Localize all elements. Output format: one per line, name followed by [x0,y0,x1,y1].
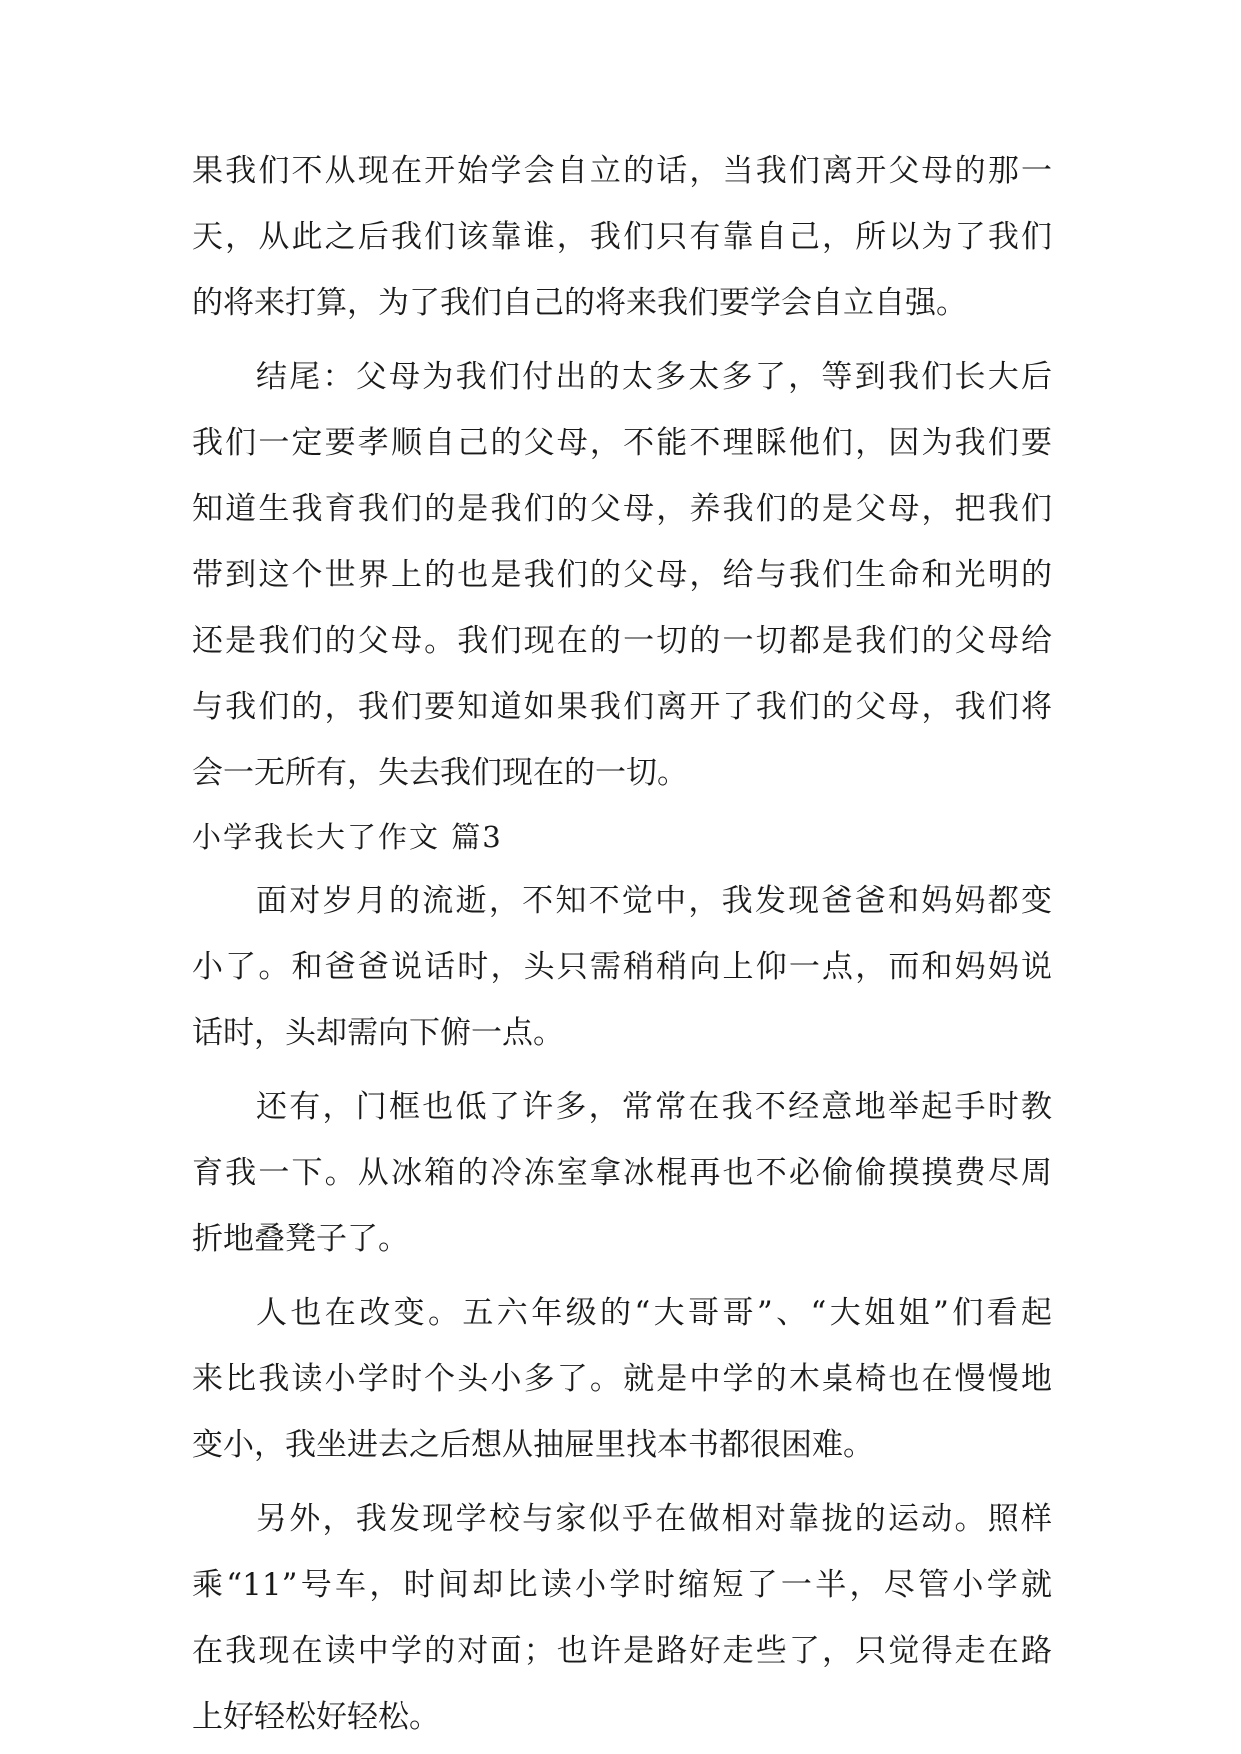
text-line: 育我一下。从冰箱的冷冻室拿冰棍再也不必偷偷摸摸费尽周 [192,1155,1052,1191]
paragraph-door-frame [192,1074,1052,1272]
text-line: 知道生我育我们的是我们的父母，养我们的是父母，把我们 [192,491,1052,527]
text-line: 折地叠凳子了。 [192,1221,409,1257]
text-line: 天，从此之后我们该靠谁，我们只有靠自己，所以为了我们 [192,219,1052,255]
text-line: 与我们的，我们要知道如果我们离开了我们的父母，我们将 [192,689,1052,725]
paragraph-self-reliance [192,138,1052,336]
text-line: 来比我读小学时个头小多了。就是中学的木桌椅也在慢慢地 [192,1361,1052,1397]
text-line: 上好轻松好轻松。 [192,1699,440,1735]
text-line: 话时，头却需向下俯一点。 [192,1015,564,1051]
text-line: 还有，门框也低了许多，常常在我不经意地举起手时教 [256,1089,1052,1125]
paragraph-conclusion [192,344,1052,806]
text-line: 乘“11”号车，时间却比读小学时缩短了一半，尽管小学就 [192,1567,1052,1603]
paragraph-school-home [192,1486,1052,1750]
section-heading: 小学我长大了作文 篇3 [192,820,503,854]
text-line: 在我现在读中学的对面；也许是路好走些了，只觉得走在路 [192,1633,1052,1669]
text-line: 结尾：父母为我们付出的太多太多了，等到我们长大后 [256,359,1052,395]
paragraph-people-change [192,1280,1052,1478]
text-line: 我们一定要孝顺自己的父母，不能不理睬他们，因为我们要 [192,425,1052,461]
text-line: 变小，我坐进去之后想从抽屉里找本书都很困难。 [192,1427,874,1463]
document-body [192,138,1052,1750]
text-line: 带到这个世界上的也是我们的父母，给与我们生命和光明的 [192,557,1052,593]
text-line: 面对岁月的流逝，不知不觉中，我发现爸爸和妈妈都变 [256,883,1052,919]
text-line: 另外，我发现学校与家似乎在做相对靠拢的运动。照样 [256,1501,1052,1537]
text-line: 小了。和爸爸说话时，头只需稍稍向上仰一点，而和妈妈说 [192,949,1052,985]
text-line: 会一无所有，失去我们现在的一切。 [192,755,688,791]
text-line: 的将来打算，为了我们自己的将来我们要学会自立自强。 [192,285,967,321]
paragraph-parents-smaller [192,868,1052,1066]
text-line: 果我们不从现在开始学会自立的话，当我们离开父母的那一 [192,153,1052,189]
text-line: 还是我们的父母。我们现在的一切的一切都是我们的父母给 [192,623,1052,659]
text-line: 人也在改变。五六年级的“大哥哥”、“大姐姐”们看起 [256,1295,1052,1331]
